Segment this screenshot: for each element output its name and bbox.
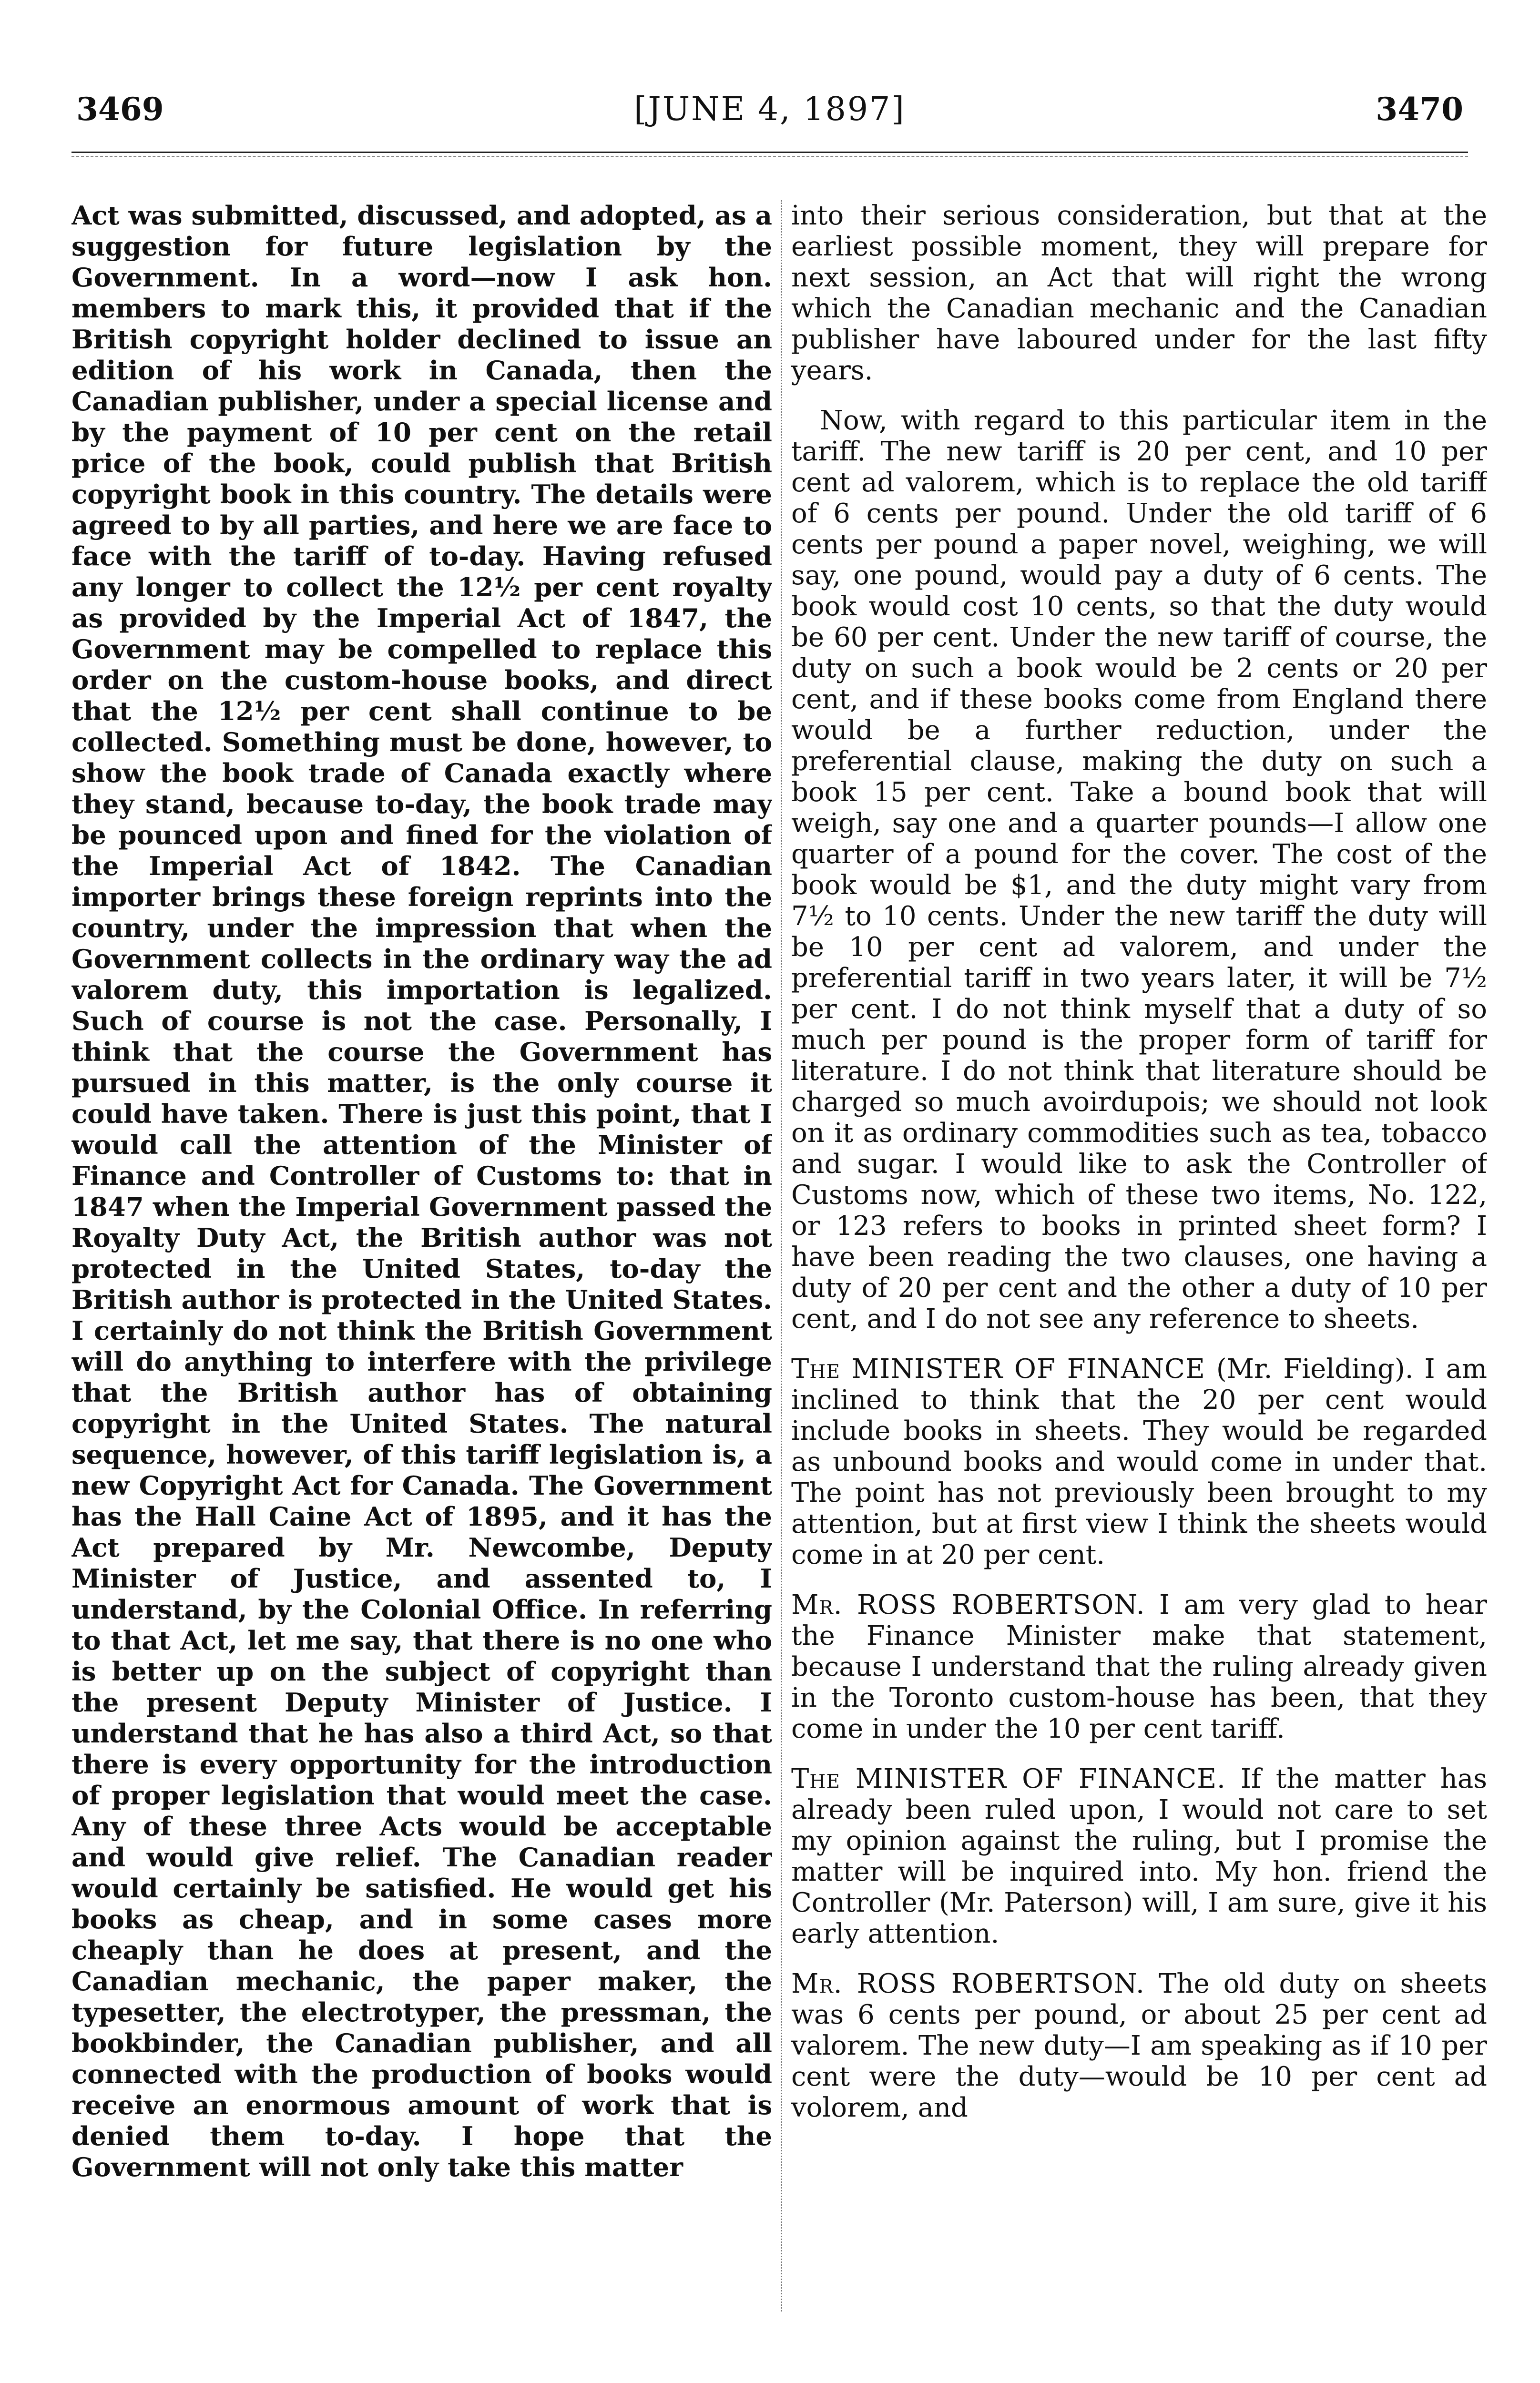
left-column (71, 200, 772, 2316)
right-column (791, 200, 1487, 2316)
speaker-name: The MINISTER OF FINANCE (791, 1354, 1205, 1385)
speech-text: I am very glad to hear the Finance Minister make that statement, because I understand that the ruling already given in the Toronto custom-house has been, that they come in under the 10 per cent tariff. (791, 1589, 1487, 1744)
header-rule (71, 152, 1468, 157)
speaker-name: The MINISTER OF FINANCE. (791, 1763, 1226, 1794)
speech-text: If the matter has already been ruled upon, I would not care to set my opinion against the ruling, but I promise the matter will be inquired into. My hon. friend the Controller (Mr. Paterson) will, I am sure, give it his early attention. (791, 1763, 1487, 1949)
speech-ross-robertson-1 (791, 1589, 1487, 1744)
speech-minister-finance-2 (791, 1763, 1487, 1949)
speech-minister-finance-1 (791, 1354, 1487, 1570)
speech-text: I am inclined to think that the 20 per cent would include books in sheets. They would be regarded as unbound books and would come in under that. The point has not previously been brought to my attention, but at first view I think the sheets would come in at 20 per cent. (791, 1354, 1487, 1570)
speech-ross-robertson-2 (791, 1968, 1487, 2123)
page-header (71, 71, 1468, 138)
page-number-left: 3469 (76, 91, 164, 128)
speech-text: The old duty on sheets was 6 cents per pound, or about 25 per cent ad valorem. The new duty—I am speaking as if 10 per cent were the duty—would be 10 per cent ad volorem, and (791, 1968, 1487, 2123)
left-column-text: Act was submitted, discussed, and adopted, as a suggestion for future legislation by the Government. In a word—now I ask hon. members to mark this, it provided that if the British copyright holder declined to issue an edition of his work in Canada, then the Canadian publisher, under a special license and by the payment of 10 per cent on the retail price of the book, could publish that British copyright book in this country. The details were agreed to by all parties, and here we are face to face with the tariff of to-day. Having refused any longer to collect the 12½ per cent royalty as provided by the Imperial Act of 1847, the Government may be compelled to replace this order on the custom-house books, and direct that the 12½ per cent shall continue to be collected. Something must be done, however, to show the book trade of Canada exactly where they stand, because to-day, the book trade may be pounced upon and fined for the violation of the Imperial Act of 1842. The Canadian importer brings these foreign reprints into the country, under the impression that when the Government collects in the ordinary way the ad valorem duty, this importation is legalized. Such of course is not the case. Personally, I think that the course the Government has pursued in this matter, is the only course it could have taken. There is just this point, that I would call the attention of the Minister of Finance and Controller of Customs to: that in 1847 when the Imperial Government passed the Royalty Duty Act, the British author was not protected in the United States, to-day the British author is protected in the United States. I certainly do not think the British Government will do anything to interfere with the privilege that the British author has of obtaining copyright in the United States. The natural sequence, however, of this tariff legislation is, a new Copyright Act for Canada. The Government has the Hall Caine Act of 1895, and it has the Act prepared by Mr. Newcombe, Deputy Minister of Justice, and assented to, I understand, by the Colonial Office. In referring to that Act, let me say, that there is no one who is better up on the subject of copyright than the present Deputy Minister of Justice. I understand that he has also a third Act, so that there is every opportunity for the introduction of proper legislation that would meet the case. Any of these three Acts would be acceptable and would give relief. The Canadian reader would certainly be satisfied. He would get his books as cheap, and in some cases more cheaply than he does at present, and the Canadian mechanic, the paper maker, the typesetter, the electrotyper, the pressman, the bookbinder, the Canadian publisher, and all connected with the production of books would receive an enormous amount of work that is denied them to-day. I hope that the Government will not only take this matter (71, 200, 772, 2182)
right-paragraph-2: Now, with regard to this particular item in the tariff. The new tariff is 20 per cent, and 10 per cent ad valorem, which is to replace the old tariff of 6 cents per pound. Under the old tariff of 6 cents per pound a paper novel, weighing, we will say, one pound, would pay a duty of 6 cents. The book would cost 10 cents, so that the duty would be 60 per cent. Under the new tariff of course, the duty on such a book would be 2 cents or 20 per cent, and if these books come from England there would be a further reduction, under the preferential clause, making the duty on such a book 15 per cent. Take a bound book that will weigh, say one and a quarter pounds—I allow one quarter of a pound for the cover. The cost of the book would be $1, and the duty might vary from 7½ to 10 cents. Under the new tariff the duty will be 10 per cent ad valorem, and under the preferential tariff in two years later, it will be 7½ per cent. I do not think myself that a duty of so much per pound is the proper form of tariff for literature. I do not think that literature should be charged so much avoirdupois; we should not look on it as ordinary commodities such as tea, tobacco and sugar. I would like to ask the Controller of Customs now, which of these two items, No. 122, or 123 refers to books in printed sheet form? I have been reading the two clauses, one having a duty of 20 per cent and the other a duty of 10 per cent, and I do not see any reference to sheets. (791, 405, 1487, 1334)
page-date: [JUNE 4, 1897] (634, 91, 906, 128)
page-number-right: 3470 (1376, 91, 1463, 128)
right-paragraph-1: into their serious consideration, but that at the earliest possible moment, they will prepare for next session, an Act that will right the wrong which the Canadian mechanic and the Canadian publisher have laboured under for the last fifty years. (791, 200, 1487, 386)
speaker-name: Mr. ROSS ROBERTSON. (791, 1589, 1145, 1620)
speaker-attribution: (Mr. Fielding). (1216, 1354, 1414, 1385)
column-divider (781, 200, 782, 2312)
speaker-name: Mr. ROSS ROBERTSON. (791, 1968, 1145, 1999)
